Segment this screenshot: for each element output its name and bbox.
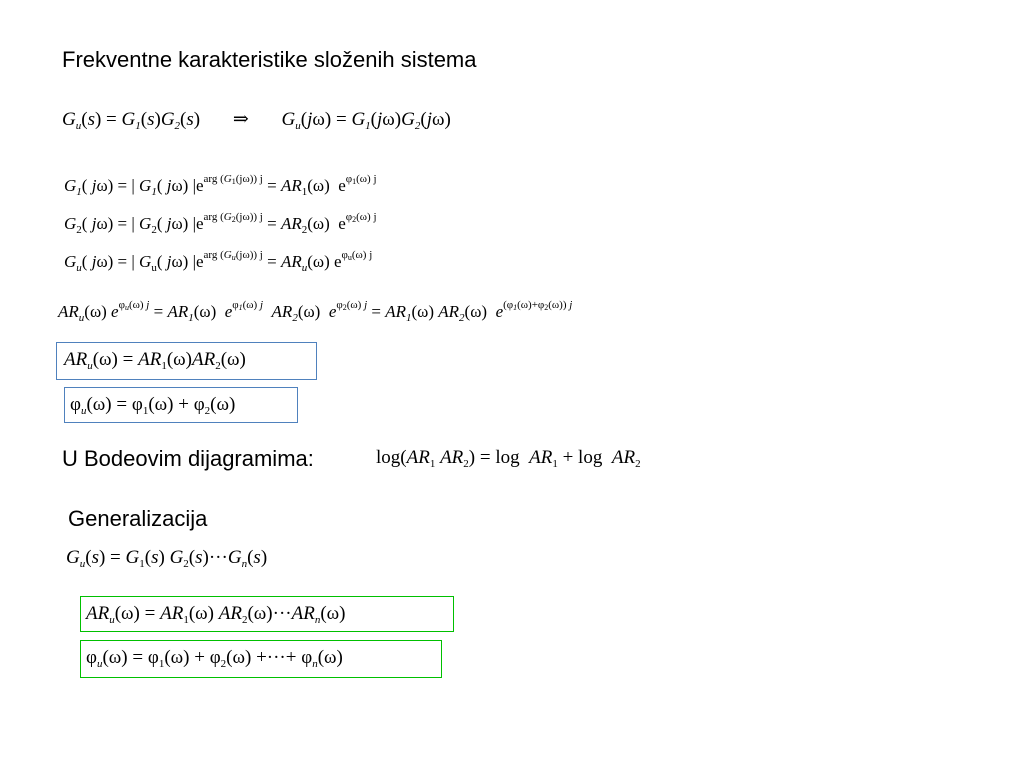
equation-general-transfer: $G_u(s) = G_1(s)$ $G_2(s)\cdot\cdot\cdot G_n(s)$	[66, 547, 268, 570]
equation-general-phase: $\varphi_u(\omega) = \varphi_1(\omega) + \varphi_2(\omega)$ +···+ $\varphi_n(\omega)$	[86, 647, 343, 670]
equation-amplitude-phase-product: $AR_u(\omega) e^{\varphi_u(\omega) j} = AR_1(\omega)$ $e^{\varphi_1(\omega) j}$ $AR_2(\omega) e^{\varphi_2(\omega) j} = AR_1(\omega)$ $AR_2(\omega)$ $e^{(\varphi_1(\omega)+\varphi_2(\omega)) j}$	[58, 299, 573, 324]
generalization-label: Generalizacija	[68, 506, 208, 531]
equation-amplitude-result: $AR_u(\omega) = AR_1(\omega)AR_2(\omega)$	[64, 349, 246, 372]
equation-log-sum: $\log(AR_1$ $AR_2) = \log AR_1 + \log AR_2$	[376, 447, 641, 470]
equation-g1-polar: $G_1$( jω) = | $G_1$( jω) $|e^{arg (G_1(j\omega)) j} = AR_1(\omega)$ $e^{\varphi_1(\omega) j}$	[64, 173, 377, 198]
equation-g2-polar: $G_2$( jω) = | $G_2$( jω) $|e^{arg (G_2(j\omega)) j} = AR_2(\omega)$ $e^{\varphi_2(\omega) j}$	[64, 211, 377, 236]
equation-phase-result: $\varphi_u(\omega) = \varphi_1(\omega) + \varphi_2(\omega)$	[70, 394, 236, 417]
bode-label: U Bodeovim dijagramima:	[62, 446, 314, 471]
page-title: Frekventne karakteristike složenih sistema	[62, 47, 477, 72]
equation-gu-polar: $G_u$( jω) = | $G_u$( jω) $|e^{arg (G_u(j\omega)) j} = AR_u(\omega)$ $e^{\varphi_u(\omega) j}$	[64, 249, 373, 274]
equation-general-amplitude: $AR_u(\omega) = AR_1(\omega)$ $AR_2(\omega)\cdot\cdot\cdot AR_n(\omega)$	[86, 603, 346, 626]
implies-icon: ⇒	[232, 109, 249, 130]
equation-transfer-product: $G_u(s) = G_1(s)G_2(s)$ ⇒ $G_u(j\omega) = G_1(j\omega)G_2(j\omega)$	[62, 109, 451, 132]
